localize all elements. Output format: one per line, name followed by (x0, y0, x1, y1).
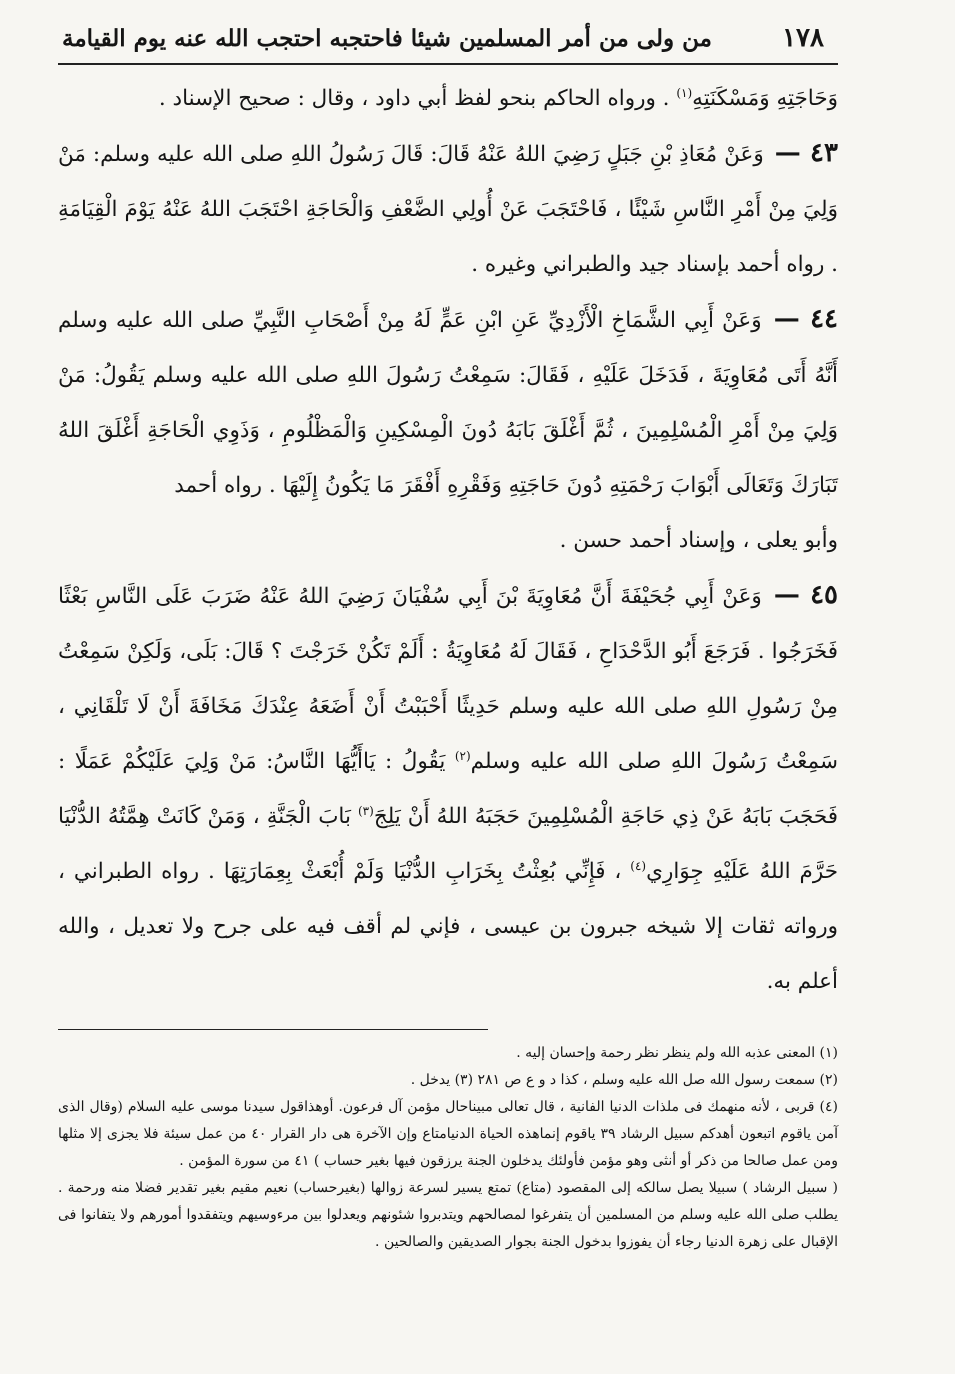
footnote-rule (58, 1029, 488, 1030)
footnote-ref-3: (٣) (357, 803, 374, 818)
page-number: ١٧٨ (782, 23, 824, 53)
hadith-45 (58, 568, 838, 1009)
footnotes (58, 1040, 838, 1256)
footnote-ref-2: (٢) (454, 748, 471, 763)
footnote-ref-1: (١) (676, 85, 693, 100)
continuation-paragraph (58, 71, 838, 126)
hadith-number-43: ٤٣ — (774, 138, 838, 168)
book-page (58, 18, 838, 1256)
main-text (58, 71, 838, 1009)
footnote-4-explanation: ( سبيل الرشاد ) سبيلا يصل سالكه إلى المقصود (متاع) تمتع يسير لسرعة زوالها (بغيرحساب) نعيم مقيم بغير تقدير فضلا منه ورحمة . يطلب صلى الله عليه وسلم من المسلمين أن يتفرغوا لمصالحهم ويتدبروا شئونهم ويعدلوا بين مرءوسيهم ويتفقدوا أمورهم ولا يتفانوا فى الإقبال على زهرة الدنيا رجاء أن يفوزوا بدخول الجنة بجوار الصديقين والصالحين . (58, 1180, 838, 1250)
footnote-1: (١) المعنى عذبه الله ولم ينظر نظر رحمة وإحسان إليه . (516, 1045, 838, 1061)
hadith-45-text-c: بَابَ الْجَنَّةِ ، وَمَنْ كَانَتْ هِمَّتُهُ الدُّنْيَا حَرَّمَ اللهُ عَلَيْهِ جِوَارِي (58, 804, 839, 884)
hadith-45-text-d: ، فَإِنِّي بُعِثْتُ بِخَرَابِ الدُّنْيَا وَلَمْ أُبْعَثْ بِعِمَارَتِهَا . رواه الطبراني ، ورواته ثقات إلا شيخه جبرون بن عيسى ، فإني لم أقف فيه على جرح ولا تعديل ، والله أعلم به. (58, 859, 838, 994)
page-header (58, 18, 838, 59)
hadith-45-text-a: وَعَنْ أَبِي جُحَيْفَةَ أَنَّ مُعَاوِيَةَ بْنَ أَبِي سُفْيَانَ رَضِيَ اللهُ عَنْهُ ضَرَبَ عَلَى النَّاسِ بَعْثًا فَخَرَجُوا . فَرَجَعَ أَبُو الدَّحْدَاحِ ، فَقَالَ لَهُ مُعَاوِيَةُ : أَلَمْ تَكُنْ خَرَجْتَ ؟ قَالَ: بَلَى، وَلَكِنْ سَمِعْتُ مِنْ رَسُولِ اللهِ صلى الله عليه وسلم حَدِيثًا أَحْبَبْتُ أَنْ أَضَعَهُ عِنْدَكَ مَخَافَةَ أَنْ لَا تَلْقَانِي ، سَمِعْتُ رَسُولَ اللهِ صلى الله عليه وسلم (58, 584, 838, 774)
footnote-2-3: (٢) سمعت رسول الله صل الله عليه وسلم ، كذا د و ع ص ٢٨١ (٣) يدخل . (410, 1072, 838, 1088)
hadith-44-grading: وأبو يعلى ، وإسناد أحمد حسن . (559, 528, 838, 553)
continuation-text: وَحَاجَتِهِ وَمَسْكَنَتِهِ (692, 86, 838, 111)
footnote-4: (٤) قربى ، لأنه منهمك فى ملذات الدنيا الفانية ، قال تعالى مبيناحال مؤمن آل فرعون. أوهذاقول سيدنا موسى عليه السلام (وقال الذى آمن ياقوم اتبعون أهدكم سبيل الرشاد ٣٩ ياقوم إنماهذه الحياة الدنيامتاع وإن الآخرة هى دار القرار ٤٠ من عمل سيئة فلا يجزى إلا مثلها ومن عمل صالحا من ذكر أو أنثى وهو مؤمن فأولئك يدخلون الجنة يرزقون فيها بغير حساب ) ٤١ من سورة المؤمن . (58, 1099, 839, 1169)
hadith-44 (58, 292, 838, 513)
hadith-number-44: ٤٤ — (773, 304, 838, 334)
continuation-source: . ورواه الحاكم بنحو لفظ أبي داود ، وقال : صحيح الإسناد . (158, 86, 677, 111)
header-rule (58, 63, 838, 65)
hadith-45-text-b: يَقُولُ : يَاأَيُّهَا النَّاسُ: مَنْ وَلِيَ عَلَيْكُمْ عَمَلًا : فَحَجَبَ بَابَهُ عَنْ ذِي حَاجَةِ الْمُسْلِمِينَ حَجَبَهُ اللهُ أَنْ يَلِجَ (58, 749, 838, 829)
hadith-44-source (58, 513, 838, 568)
hadith-44-text: وَعَنْ أَبِي الشَّمَاخِ الْأَزْدِيِّ عَنِ ابْنِ عَمٍّ لَهُ مِنْ أَصْحَابِ النَّبِيِّ صلى الله عليه وسلم أَنَّهُ أَتَى مُعَاوِيَةَ ، فَدَخَلَ عَلَيْهِ ، فَقَالَ: سَمِعْتُ رَسُولَ اللهِ صلى الله عليه وسلم يَقُولُ: مَنْ وَلِيَ مِنْ أَمْرِ الْمُسْلِمِينَ ، ثُمَّ أَغْلَقَ بَابَهُ دُونَ الْمِسْكِينِ وَالْمَظْلُومِ ، وَذَوِي الْحَاجَةِ أَغْلَقَ اللهُ تَبَارَكَ وَتَعَالَى أَبْوَابَ رَحْمَتِهِ دُونَ حَاجَتِهِ وَفَقْرِهِ أَفْقَرَ مَا يَكُونُ إِلَيْهَا . رواه أحمد (58, 308, 838, 498)
running-title: من ولى من أمر المسلمين شيئا فاحتجبه احتجب الله عنه يوم القيامة (62, 25, 712, 52)
hadith-number-45: ٤٥ — (773, 580, 838, 610)
footnote-ref-4: (٤) (630, 858, 647, 873)
hadith-43 (58, 126, 838, 292)
hadith-43-text: وَعَنْ مُعَاذِ بْنِ جَبَلٍ رَضِيَ اللهُ عَنْهُ قَالَ: قَالَ رَسُولُ اللهِ صلى الله عليه وسلم: مَنْ وَلِيَ مِنْ أَمْرِ النَّاسِ شَيْئًا ، فَاحْتَجَبَ عَنْ أُولِي الضَّعْفِ وَالْحَاجَةِ احْتَجَبَ اللهُ عَنْهُ يَوْمَ الْقِيَامَةِ . رواه أحمد بإسناد جيد والطبراني وغيره . (58, 142, 838, 277)
